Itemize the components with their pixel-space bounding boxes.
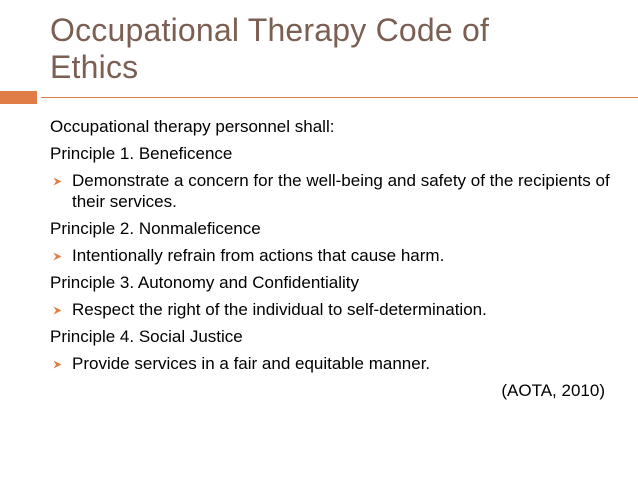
principle-4-bullet-text: Provide services in a fair and equitable manner.	[72, 354, 431, 373]
principle-3-bullet	[50, 299, 610, 320]
title-accent-block	[0, 91, 37, 104]
principle-1-heading: Principle 1. Beneficence	[50, 144, 233, 163]
principle-2-bullet-text: Intentionally refrain from actions that cause harm.	[72, 246, 445, 265]
arrowhead-bullet-icon	[53, 360, 62, 369]
principle-3-bullet-text: Respect the right of the individual to self-determination.	[72, 300, 487, 319]
principle-1-bullet	[50, 170, 610, 212]
arrowhead-bullet-icon	[53, 306, 62, 315]
arrowhead-bullet-icon	[53, 252, 62, 261]
slide-body	[50, 116, 610, 401]
principle-4-heading: Principle 4. Social Justice	[50, 327, 243, 346]
principle-3-heading: Principle 3. Autonomy and Confidentiality	[50, 273, 360, 292]
title-divider	[41, 97, 638, 98]
intro-text: Occupational therapy personnel shall:	[50, 117, 335, 136]
principle-1-bullet-text: Demonstrate a concern for the well-being and safety of the recipients of their services.	[72, 171, 610, 211]
principle-4-bullet	[50, 353, 610, 374]
arrowhead-bullet-icon	[53, 177, 62, 186]
slide-title: Occupational Therapy Code of Ethics	[50, 12, 490, 85]
principle-2-heading: Principle 2. Nonmaleficence	[50, 219, 261, 238]
principle-2-bullet	[50, 245, 610, 266]
citation: (AOTA, 2010)	[501, 381, 605, 400]
